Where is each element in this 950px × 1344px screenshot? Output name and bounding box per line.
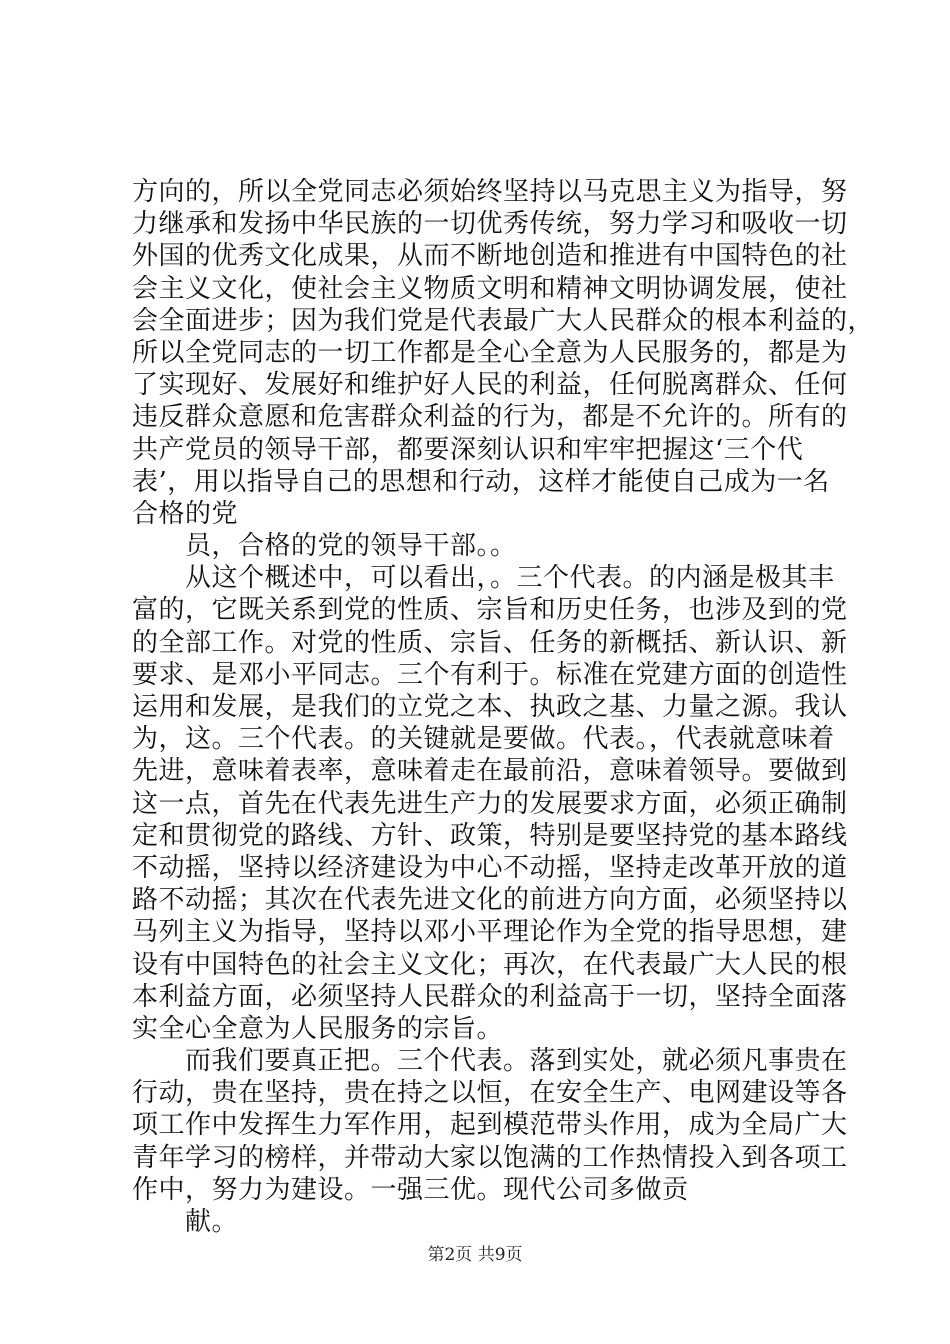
text-line: 员，合格的党的领导干部。。 xyxy=(132,531,517,562)
text-line: 外国的优秀文化成果，从而不断地创造和推进有中国特色的社 xyxy=(132,241,848,272)
text-line: 马列主义为指导，坚持以邓小平理论作为全党的指导思想，建 xyxy=(132,917,848,948)
text-line: 会全面进步；因为我们党是代表最广大人民群众的根本利益的， xyxy=(132,305,875,336)
text-line: 要求、是邓小平同志。三个有利于。标准在党建方面的创造性 xyxy=(132,659,848,690)
text-line: 定和贯彻党的路线、方针、政策，特别是要坚持党的基本路线 xyxy=(132,820,848,851)
text-line: 作中，努力为建设。一强三优。现代公司多做贡 xyxy=(132,1174,689,1205)
text-line: 所以全党同志的一切工作都是全心全意为人民服务的，都是为 xyxy=(132,337,848,368)
text-line: 富的，它既关系到党的性质、宗旨和历史任务，也涉及到的党 xyxy=(132,595,848,626)
text-line: 了实现好、发展好和维护好人民的利益，任何脱离群众、任何 xyxy=(132,370,848,401)
text-line: 合格的党 xyxy=(132,498,239,529)
text-line: 献。 xyxy=(132,1207,239,1237)
text-line: 的全部工作。对党的性质、宗旨、任务的新概括、新认识、新 xyxy=(132,627,848,658)
text-line: 路不动摇；其次在代表先进文化的前进方向方面，必须坚持以 xyxy=(132,885,848,916)
text-line: 表’，用以指导自己的思想和行动，这样才能使自己成为一名 xyxy=(132,466,830,497)
text-line: 设有中国特色的社会主义文化；再次，在代表最广大人民的根 xyxy=(132,949,848,980)
text-line: 为，这。三个代表。的关键就是要做。代表。，代表就意味着 xyxy=(132,724,835,755)
text-line: 先进，意味着表率，意味着走在最前沿，意味着领导。要做到 xyxy=(132,756,848,787)
text-line: 会主义文化，使社会主义物质文明和精神文明协调发展，使社 xyxy=(132,273,848,304)
page-footer xyxy=(0,1244,950,1266)
text-line: 从这个概述中，可以看出，。三个代表。的内涵是极其丰 xyxy=(132,563,835,594)
text-line: 本利益方面，必须坚持人民群众的利益高于一切，坚持全面落 xyxy=(132,981,848,1012)
text-line: 行动，贵在坚持，贵在持之以恒，在安全生产、电网建设等各 xyxy=(132,1078,848,1109)
text-line: 运用和发展，是我们的立党之本、执政之基、力量之源。我认 xyxy=(132,692,848,722)
text-line: 青年学习的榜样，并带动大家以饱满的工作热情投入到各项工 xyxy=(132,1142,848,1173)
page-number: 第2页 共9页 xyxy=(427,1245,523,1265)
text-line: 方向的，所以全党同志必须始终坚持以马克思主义为指导，努 xyxy=(132,177,848,207)
text-line: 力继承和发扬中华民族的一切优秀传统，努力学习和吸收一切 xyxy=(132,209,848,240)
text-line: 违反群众意愿和危害群众利益的行为，都是不允许的。所有的 xyxy=(132,402,848,433)
text-line: 项工作中发挥生力军作用，起到模范带头作用，成为全局广大 xyxy=(132,1110,848,1141)
text-line: 实全心全意为人民服务的宗旨。 xyxy=(132,1013,504,1044)
body-text xyxy=(132,176,875,1238)
text-line: 共产党员的领导干部，都要深刻认识和牢牢把握这‘三个代 xyxy=(132,434,804,465)
text-line: 而我们要真正把。三个代表。落到实处，就必须凡事贵在 xyxy=(132,1046,848,1077)
text-line: 不动摇，坚持以经济建设为中心不动摇，坚持走改革开放的道 xyxy=(132,852,848,883)
text-line: 这一点，首先在代表先进生产力的发展要求方面，必须正确制 xyxy=(132,788,848,819)
